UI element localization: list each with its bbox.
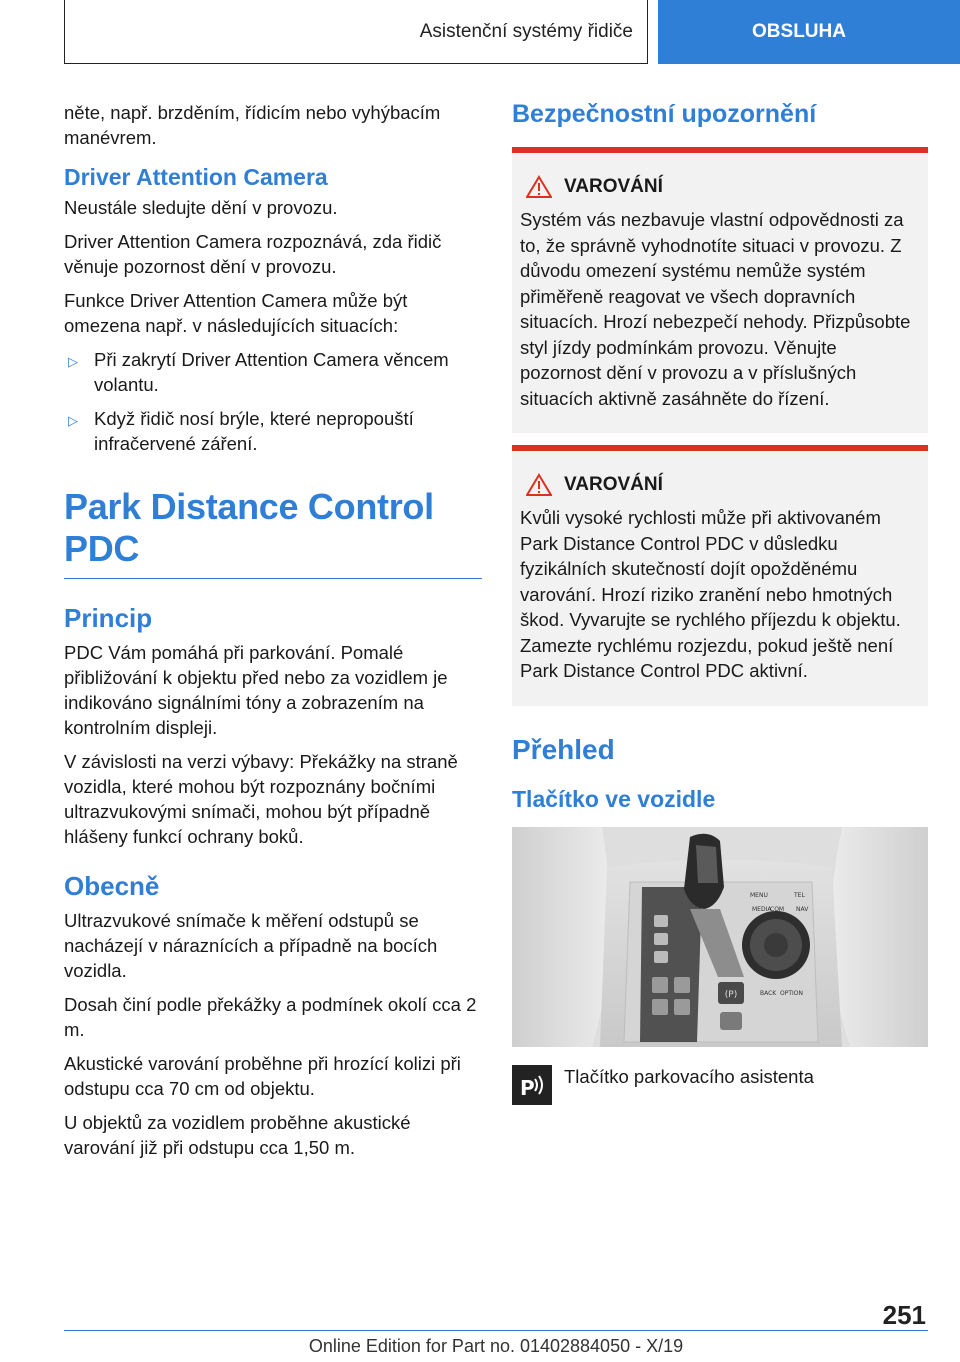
warning-text: Systém vás nezbavuje vlastní odpovědnosti za to, že správně vyhodnotíte situaci v provozu. Z důvodu omezení systému nemůže systém přiměřeně reagovat ve všech dopravních situacích. Hrozí nebezpečí nehody. Přizpůsobte styl jízdy podmínkám provozu. Věnujte pozornost dění v provozu a v příslušných situacích aktivně zasáhněte do řízení. (520, 209, 911, 409)
figure-caption (512, 1065, 928, 1105)
photo-label-nav: NAV (796, 905, 809, 913)
left-column (64, 100, 482, 1169)
obecne-paragraph-2: Dosah činí podle překážky a podmínek okolí cca 2 m. (64, 994, 477, 1040)
photo-label-menu: MENU (750, 891, 768, 899)
warning-box (512, 147, 928, 433)
heading-princip: Princip (64, 603, 153, 633)
list-item: ▷ Při zakrytí Driver Attention Camera věncem volantu. (68, 349, 449, 395)
warning-text: Kvůli vysoké rychlosti může při aktivovaném Park Distance Control PDC v důsledku fyzikálních skutečností dojít opožděnému varování. Hrozí riziko zranění nebo hmotných škod. Vyvarujte se rychlého příjezdu k objektu. Zamezte rychlému rozjezdu, pokud ještě není Park Distance Control PDC aktivní. (520, 507, 901, 681)
obecne-paragraph-1: Ultrazvukové snímače k měření odstupů se nacházejí v náraznících a případně na bocích vozidla. (64, 910, 438, 981)
footer-edition: Online Edition for Part no. 01402884050 - X/19 (308, 1336, 684, 1356)
obecne-paragraph-3: Akustické varování proběhne při hrozící kolizi při odstupu cca 70 cm od objektu. (64, 1053, 461, 1099)
warning-title: VAROVÁNÍ (520, 473, 920, 497)
heading-driver-attention-camera: Driver Attention Camera (64, 164, 328, 190)
dac-paragraph-1: Neustále sledujte dění v provozu. (64, 197, 338, 218)
chapter-tab (658, 0, 960, 64)
photo-label-media: MEDIA (752, 905, 772, 913)
chapter-tab-label: OBSLUHA (752, 21, 846, 42)
heading-button-in-vehicle: Tlačítko ve vozidle (512, 785, 716, 812)
intro-text: něte, např. brzděním, řídicím nebo vyhýbacím manévrem. (64, 102, 441, 148)
princip-paragraph-1: PDC Vám pomáhá při parkování. Pomalé přibližování k objektu před nebo za vozidlem je indikováno signálními tóny a zobrazením na kontrolním displeji. (64, 642, 448, 738)
warning-triangle-icon (526, 175, 552, 199)
photo-label-tel: TEL (794, 891, 805, 899)
photo-label-back: BACK (760, 989, 777, 997)
heading-park-distance-control: Park Distance Control PDC (64, 486, 482, 579)
caption-text: Tlačítko parkovacího asistenta (564, 1065, 814, 1087)
heading-safety-notes: Bezpečnostní upozornění (512, 100, 817, 128)
heading-overview: Přehled (512, 733, 615, 765)
dac-bullet-list (64, 347, 482, 456)
photo-label-option: OPTION (780, 989, 803, 997)
park-assist-icon (512, 1065, 552, 1105)
svg-text:(P): (P) (724, 989, 738, 1000)
running-header (64, 0, 648, 64)
princip-paragraph-2: V závislosti na verzi výbavy: Překážky na straně vozidla, které mohou být rozpoznány bočními ultrazvukovými snímači, mohou být případně hlášeny funkcí ochrany boků. (64, 751, 458, 847)
warning-box (512, 445, 928, 706)
header-section-title: Asistenční systémy řidiče (419, 20, 633, 42)
obecne-paragraph-4: U objektů za vozidlem proběhne akustické varování již při odstupu cca 1,50 m. (64, 1112, 411, 1158)
dac-paragraph-3: Funkce Driver Attention Camera může být omezena např. v následujících situacích: (64, 290, 408, 336)
right-column (512, 100, 928, 1105)
dac-paragraph-2: Driver Attention Camera rozpoznává, zda řidič věnuje pozornost dění v provozu. (64, 231, 442, 277)
list-item: ▷ Když řidič nosí brýle, které nepropouští infračervené záření. (68, 408, 414, 454)
page-number: 251 (882, 1300, 926, 1330)
triangle-bullet-icon: ▷ (68, 413, 78, 428)
svg-text:P: P (520, 1075, 535, 1100)
center-console-illustration (512, 827, 928, 1047)
triangle-bullet-icon: ▷ (68, 354, 78, 369)
photo-label-com: COM (770, 905, 785, 913)
center-console-photo (512, 827, 928, 1047)
warning-triangle-icon (526, 473, 552, 497)
warning-title: VAROVÁNÍ (520, 175, 920, 199)
heading-obecne: Obecně (64, 871, 160, 901)
footer-divider (64, 1330, 928, 1331)
